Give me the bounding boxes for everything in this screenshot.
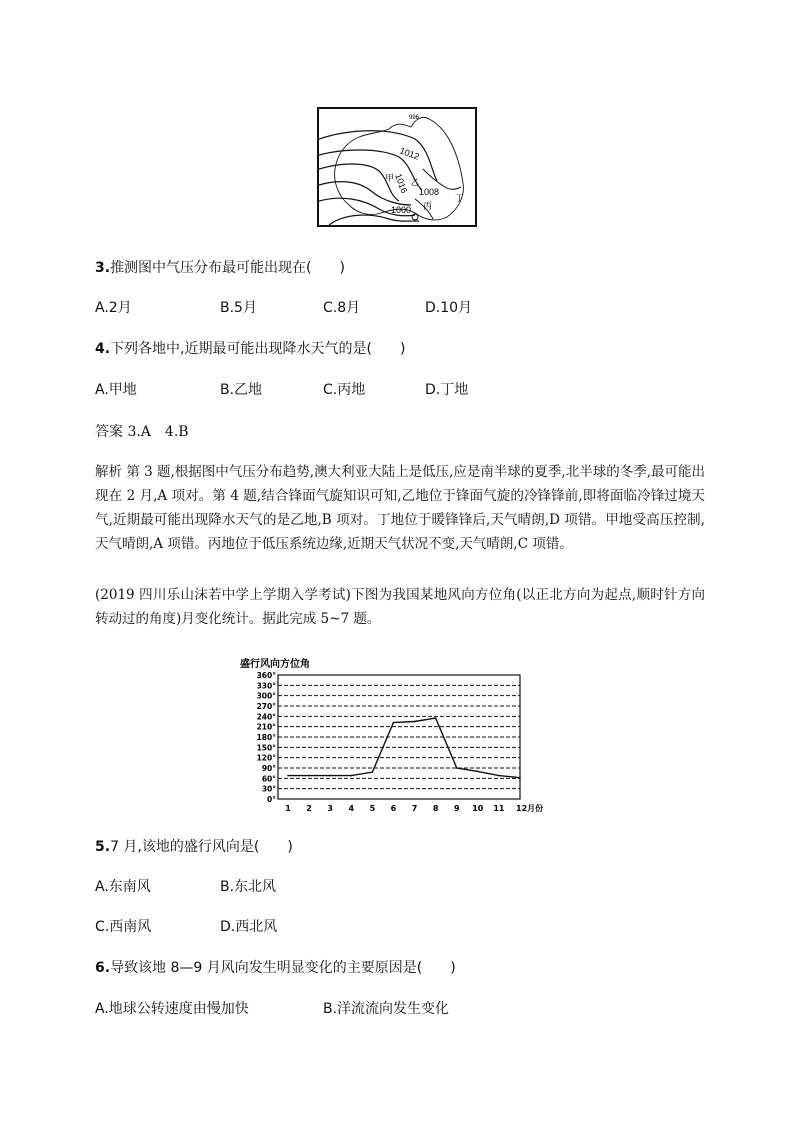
q3-option-d: D.10月: [425, 300, 473, 316]
q3-option-c: C.8月: [323, 300, 361, 316]
q3-option-b: B.5月: [220, 300, 257, 316]
x-tick-label-8: 8: [432, 804, 439, 813]
data-point-10: [477, 771, 479, 773]
q4-option-a: A.甲地: [95, 382, 137, 398]
q5-option-c: C.西南风: [95, 919, 152, 935]
place-label-bing: 丙: [423, 202, 433, 212]
q4-option-b: B.乙地: [220, 382, 263, 398]
data-point-11: [498, 775, 500, 777]
isobar-label-1008: 1008: [419, 187, 440, 197]
y-tick-label-270: 270°: [256, 702, 276, 711]
chart-svg: [240, 655, 550, 815]
isobar-label-1012: 1012: [398, 145, 421, 162]
analysis-paragraph: [95, 460, 705, 556]
isobar-label-996: 996: [409, 115, 420, 121]
y-tick-label-120: 120°: [256, 753, 276, 763]
isobar-label-1016: 1016: [393, 172, 410, 195]
question-4-stem: 4.下列各地中,近期最可能出现降水天气的是( ): [95, 341, 406, 357]
y-tick-label-240: 240°: [256, 712, 276, 722]
place-label-ding: 丁: [455, 194, 465, 204]
y-tick-label-180: 180°: [256, 733, 276, 742]
y-tick-label-90: 90°: [261, 764, 276, 773]
isobar-1012: [319, 131, 437, 181]
place-label-yi: 乙: [411, 178, 419, 187]
q5-option-d: D.西北风: [220, 919, 278, 935]
q5-option-a: A.东南风: [95, 879, 151, 895]
y-tick-label-150: 150°: [256, 743, 276, 753]
wind-direction-chart: [240, 655, 550, 819]
y-tick-label-330: 330°: [256, 681, 276, 691]
answer-line: [95, 422, 189, 442]
y-tick-label-30: 30°: [261, 784, 276, 794]
x-tick-label-7: 7: [411, 804, 418, 813]
x-tick-label-6: 6: [390, 804, 397, 813]
x-tick-label-10: 10: [472, 804, 484, 813]
chart-title: 盛行风向方位角: [240, 659, 310, 670]
q6-option-b: B.洋流流向发生变化: [323, 1001, 450, 1017]
isobar-map: [319, 109, 475, 225]
y-tick-label-300: 300°: [256, 691, 276, 701]
x-tick-label-1: 1: [285, 804, 291, 813]
q4-option-d: D.丁地: [425, 382, 469, 398]
data-point-8: [435, 717, 437, 719]
q5-option-b: B.东北风: [220, 879, 277, 895]
answer-label: 答案: [95, 424, 123, 440]
data-point-4: [350, 775, 352, 777]
x-tick-label-12: 12月份: [516, 804, 544, 813]
intro-paragraph: (2019 四川乐山沫若中学上学期入学考试)下图为我国某地风向方位角(以正北方向为起点,顺时针方向转动过的角度)月变化统计。据此完成 5~7 题。: [95, 587, 705, 627]
data-point-3: [329, 775, 331, 777]
data-point-5: [372, 771, 374, 773]
weather-map-figure: [317, 107, 477, 227]
place-label-jia: 甲: [385, 174, 395, 184]
data-point-6: [393, 722, 395, 724]
question-6-stem: 6.导致该地 8—9 月风向发生明显变化的主要原因是( ): [95, 960, 456, 976]
q4-option-c: C.丙地: [323, 382, 366, 398]
isobar-label-1000: 1000: [391, 205, 412, 215]
x-tick-label-4: 4: [348, 804, 355, 813]
y-tick-label-0: 0°: [267, 795, 276, 804]
data-point-2: [308, 775, 310, 777]
x-tick-label-2: 2: [306, 804, 312, 813]
question-3-stem: 3.推测图中气压分布最可能出现在( ): [95, 260, 345, 276]
x-tick-label-9: 9: [453, 804, 460, 813]
q3-option-a: A.2月: [95, 300, 132, 316]
analysis-label: 解析: [95, 464, 123, 480]
x-tick-label-5: 5: [369, 804, 376, 813]
data-point-7: [414, 721, 416, 723]
x-tick-label-11: 11: [493, 804, 505, 813]
low-center: [412, 214, 418, 220]
y-tick-label-60: 60°: [261, 774, 276, 784]
x-tick-label-3: 3: [327, 804, 333, 813]
answer-text: 3.A 4.B: [123, 424, 189, 440]
isobar-1000: [329, 215, 419, 225]
question-5-stem: 5.7 月,该地的盛行风向是( ): [95, 839, 293, 855]
analysis-text: 第 3 题,根据图中气压分布趋势,澳大利亚大陆上是低压,应是南半球的夏季,北半球的冬季,最可能出现在 2 月,A 项对。第 4 题,结合锋面气旋知识可知,乙地位于锋面气旋的冷锋锋前,即将面临冷锋过境天气,近期最可能出现降水天气的是乙地,B 项对。丁地位于暖锋锋后,天气晴朗,D 项错。甲地受高压控制,天气晴朗,A 项错。丙地位于低压系统边缘,近期天气状况不变,天气晴朗,C 项错。: [95, 464, 706, 552]
q6-option-a: A.地球公转速度由慢加快: [95, 1001, 249, 1017]
data-point-9: [456, 767, 458, 769]
data-point-1: [287, 775, 289, 777]
y-tick-label-210: 210°: [256, 722, 276, 732]
data-point-12: [519, 777, 521, 779]
y-tick-label-360: 360°: [256, 671, 276, 680]
